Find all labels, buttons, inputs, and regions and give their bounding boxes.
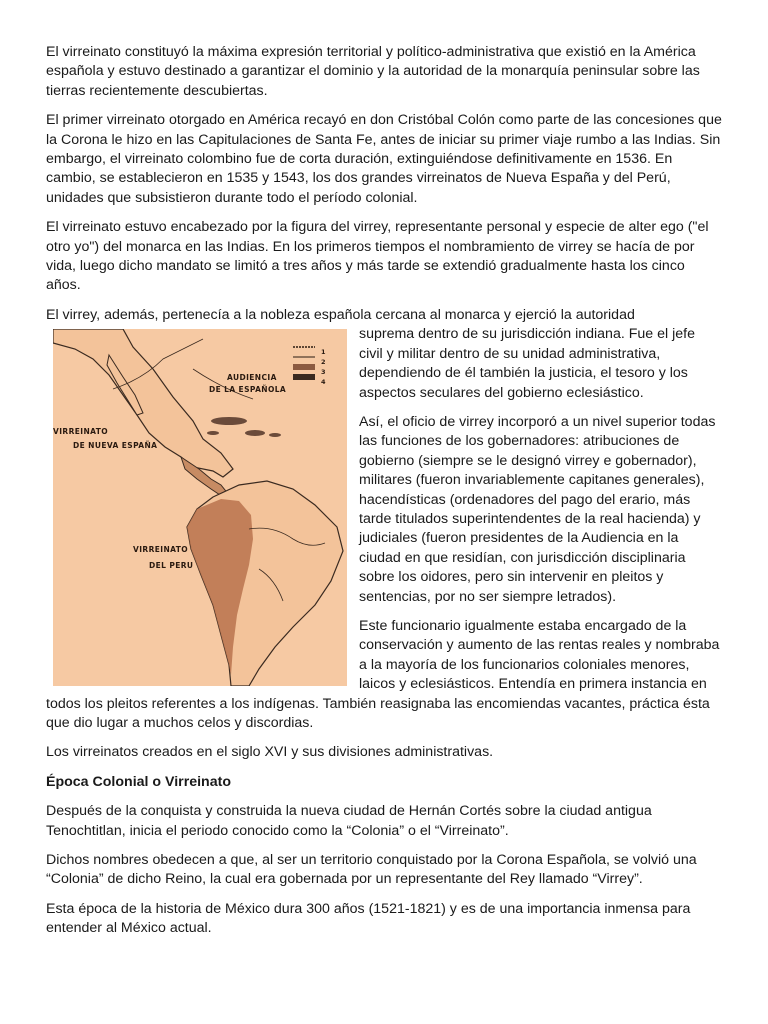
paragraph-5: Así, el oficio de virrey incorporó a un nivel superior todas las funciones de los gobernadores: atribuciones de gobierno (siempre se le designó virrey e gobernador), militares (fueron invariablemente capitanes generales), hacendísticas (ordenadores del pago del erario, más tarde titulados superintendentes de la real hacienda) y judiciales (fueron presidentes de la Audiencia en la ciudad en que residían, con jurisdicción disciplinaria sobre los oidores, pero sin intervenir en pleitos y sentencias, por no ser siempre letrados).: [359, 413, 716, 605]
map-section: [46, 306, 722, 744]
map-label-peru-2: [149, 561, 193, 570]
map-label-nueva-espana-line2: DE NUEVA ESPAÑA: [73, 441, 158, 451]
map-label-audiencia-line2: DE LA ESPAÑOLA: [209, 385, 287, 395]
document-page: [46, 43, 722, 949]
map-legend: [293, 347, 315, 380]
paragraph-1: El virreinato constituyó la máxima expresión territorial y político-administrativa que existió en la América española y estuvo destinado a garantizar el dominio y la autoridad de la monarquía peninsular sobre las tierras recientemente descubiertas.: [46, 44, 700, 99]
legend-3: 3: [321, 368, 326, 377]
viceroyalty-map: [53, 329, 347, 686]
paragraph-6: Este funcionario igualmente estaba encargado de la conservación y aumento de las rentas reales y nombraba a la mayoría de los funcionarios coloniales menores, laicos y eclesiásticos. Entendía en primera instancia en todos los pleitos referentes a los indígenas. También reasignaba las encomiendas vacantes, práctica ésta que dio lugar a muchos celos y discordias.: [46, 617, 720, 731]
paragraph-2: El primer virreinato otorgado en América recayó en don Cristóbal Colón como parte de las concesiones que la Corona le hizo en las Capitulaciones de Santa Fe, antes de iniciar su primer viaje rumbo a las Indias. Sin embargo, el virreinato colombino fue de corta duración, extinguiéndose definitivamente en 1536. En cambio, se establecieron en 1535 y 1543, los dos grandes virreinatos de Nueva España y del Perú, unidades que subsistieron durante todo el período colonial.: [46, 112, 722, 206]
map-label-nueva-espana-line1: VIRREINATO: [53, 427, 109, 437]
map-label-audiencia-line1: AUDIENCIA: [227, 373, 277, 383]
legend-4: 4: [321, 378, 326, 387]
map-label-espanola: [209, 385, 286, 394]
legend-1: 1: [321, 348, 326, 357]
map-label-peru-line2: DEL PERU: [149, 561, 194, 571]
paragraph-3: El virreinato estuvo encabezado por la figura del virrey, representante personal y especie de alter ego ("el otro yo") del monarca en las Indias. En los primeros tiempos el nombramiento de virrey se hacía de por vida, luego dicho mandato se limitó a tres años y más tarde se extendió gradualmente hasta los cinco años.: [46, 219, 709, 294]
paragraph-7: Los virreinatos creados en el siglo XVI y sus divisiones administrativas.: [46, 744, 494, 761]
map-label-audiencia: [227, 373, 277, 382]
map-label-peru-line1: VIRREINATO: [133, 545, 189, 555]
map-label-peru: [133, 545, 188, 554]
paragraph-9: Dichos nombres obedecen a que, al ser un territorio conquistado por la Corona Española, se volvió una “Colonia” de dicho Reino, la cual era gobernada por un representante del Rey llamado “Virrey”.: [46, 852, 697, 888]
map-label-nueva-espana-2: [73, 441, 157, 450]
map-label-nueva-espana: [53, 427, 108, 436]
paragraph-8: Después de la conquista y construida la nueva ciudad de Hernán Cortés sobre la ciudad antigua Tenochtitlan, inicia el periodo conocido como la “Colonia” o el “Virreinato”.: [46, 803, 652, 839]
map-drawing: [53, 329, 347, 686]
paragraph-4-rest: suprema dentro de su jurisdicción indiana. Fue el jefe civil y militar dentro de su unidad administrativa, dependiendo de él también la justicia, el tesoro y los aspectos seculares del gobierno eclesiástico.: [359, 326, 695, 401]
paragraph-10: Esta época de la historia de México dura 300 años (1521-1821) y es de una importancia inmensa para entender al México actual.: [46, 900, 691, 937]
legend-2: 2: [321, 358, 326, 367]
section-heading: Época Colonial o Virreinato: [46, 773, 231, 790]
paragraph-4-intro: El virrey, además, pertenecía a la nobleza española cercana al monarca y ejerció la autoridad: [46, 306, 635, 323]
